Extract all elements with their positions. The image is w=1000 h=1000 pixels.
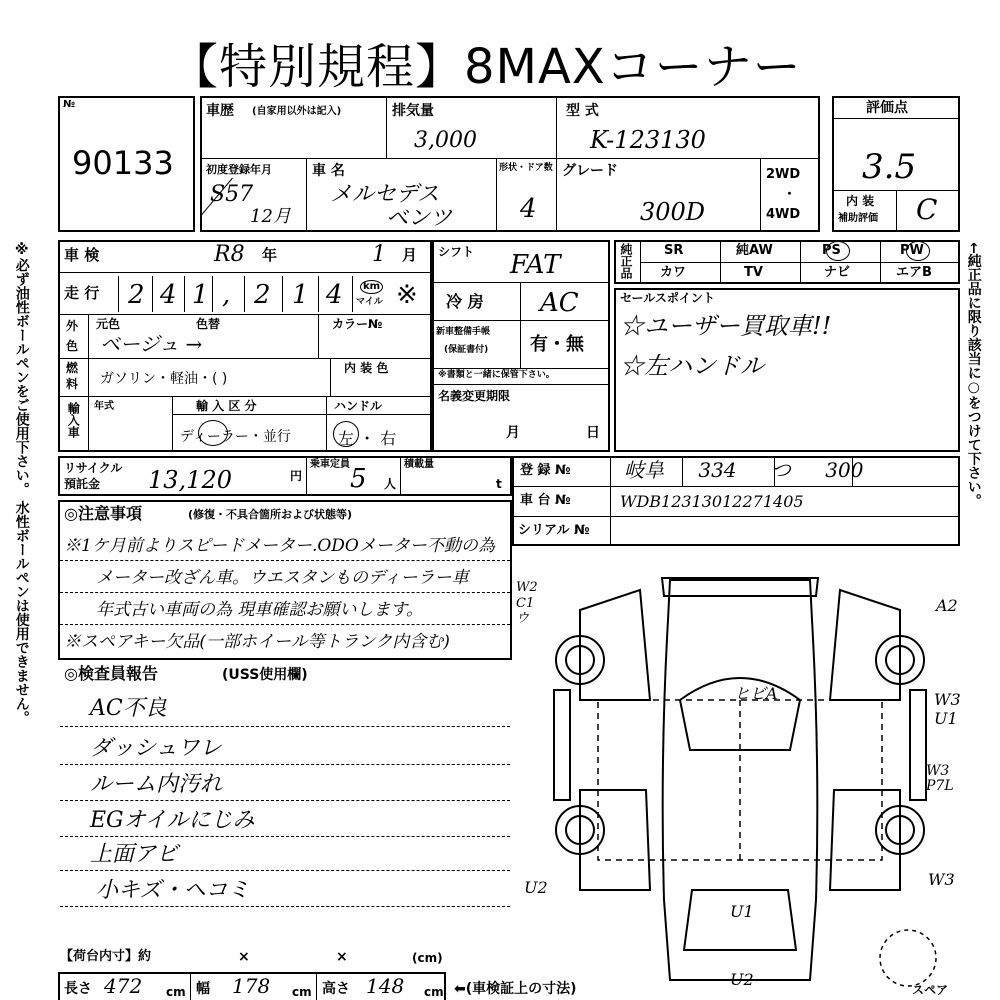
lot-number-box (58, 96, 195, 232)
reg-label: 登 録 № (520, 463, 571, 478)
mark-right-mid2: W3 P7L (926, 763, 954, 795)
grade-label: グレード (562, 163, 618, 179)
right-side-note: ←純正品に限り該当に○をつけて下さい。 (965, 242, 982, 508)
shaken-year: R8 (214, 242, 245, 267)
drive-2wd: 2WD (766, 167, 801, 182)
doors-label: 形状・ドア数 (499, 163, 553, 173)
first-reg-label: 初度登録年月 (206, 163, 272, 176)
name-change-month: 月 (506, 425, 520, 441)
recycle-label-2: 預託金 (64, 477, 101, 491)
cargo-note: ⬅(車検証上の寸法) (454, 981, 577, 997)
handle-label: ハンドル (334, 399, 383, 413)
grade-value: 300D (640, 198, 706, 226)
first-reg-month: 12月 (250, 206, 291, 227)
capacity-label: 乗車定員 (310, 459, 350, 470)
inspector-line-6: 小キズ・ヘコミ (96, 878, 250, 903)
inspector-line-4: EGオイルにじみ (90, 808, 255, 833)
equip-leather: カワ (660, 265, 687, 280)
shift-label: シフト (438, 245, 475, 259)
note-line-2: メーター改ざん車。ウエスタンものディーラー車 (96, 568, 469, 588)
interior-label-1: 内 装 (846, 194, 875, 208)
inspector-label: ◎検査員報告 (64, 664, 158, 683)
mileage-label: 走 行 (64, 284, 100, 302)
mark-left-rear: U2 (524, 878, 548, 897)
score-value: 3.5 (862, 147, 917, 187)
ps-circle-mark (826, 241, 850, 261)
model-value: K-123130 (590, 126, 706, 154)
color-value: ベージュ → (100, 332, 203, 356)
spare-label: スペア (912, 983, 949, 997)
equip-ps: PS (822, 243, 841, 258)
chassis-label: 車 台 № (520, 493, 571, 508)
fuel-label-2: 料 (66, 377, 79, 391)
equip-pw: PW (900, 243, 924, 258)
mile-label: マイル (356, 297, 383, 307)
mileage-digit-6: 1 (292, 280, 309, 310)
lot-number-label: № (63, 99, 76, 110)
fuel-options: ガソリン・軽油・( ) (100, 371, 228, 387)
mark-rear: U1 (730, 902, 754, 921)
recycle-amount: 13,120 (148, 466, 232, 494)
interior-grade: C (916, 193, 938, 226)
car-diagram (520, 560, 960, 1000)
capacity-value: 5 (350, 464, 367, 494)
mileage-digit-3: 1 (192, 280, 209, 310)
recycle-label-1: リサイクル (64, 461, 123, 475)
chassis-value: WDB12313012271405 (620, 492, 804, 511)
year-model-label: 年式 (94, 401, 114, 412)
left-handle-circle-mark (333, 421, 359, 447)
km-label: km (360, 280, 383, 294)
interior-label-2: 補助評価 (838, 213, 878, 224)
inspector-line-1: AC不良 (90, 696, 167, 721)
inspector-sublabel: (USS使用欄) (222, 667, 308, 683)
history-label: 車歴 (206, 103, 234, 119)
displacement-label: 排気量 (392, 103, 434, 119)
month-label: 月 (402, 246, 418, 264)
cargo-width-cm: cm (292, 985, 312, 999)
equip-tv: TV (744, 265, 763, 280)
cargo-height-cm: cm (424, 985, 444, 999)
manual-label-1: 新車整備手帳 (436, 327, 491, 337)
mileage-digit-4: , (222, 280, 231, 310)
year-label: 年 (262, 246, 278, 264)
model-label: 型 式 (566, 103, 599, 119)
mileage-digit-7: 4 (326, 280, 343, 310)
mileage-digit-2: 4 (160, 280, 177, 310)
mileage-digit-1: 2 (128, 280, 145, 310)
history-note: (自家用以外は記入) (252, 106, 342, 117)
repaint-label: 色替 (196, 317, 221, 331)
page-title: 【特別規程】8MAXコーナー (170, 39, 802, 95)
displacement-value: 3,000 (414, 128, 477, 153)
mileage-digit-5: 2 (254, 280, 271, 310)
pw-circle-mark (906, 241, 930, 261)
color-label-1: 外 (66, 319, 79, 333)
fuel-label-1: 燃 (66, 361, 79, 375)
notes-label: ◎注意事項 (64, 504, 142, 523)
score-label: 評価点 (866, 100, 908, 116)
cargo-label: 【荷台内寸】約 (60, 949, 152, 964)
import-type-label: 輸 入 区 分 (196, 399, 257, 413)
mark-right-mid1: W3 U1 (934, 690, 961, 729)
note-line-1: ※1ケ月前よりスピードメーター.ODOメーター不動の為 (64, 536, 495, 556)
cargo-x2: × (336, 949, 348, 965)
note-line-4: ※スペアキー欠品(一部ホイール等トランク内含む) (64, 632, 450, 652)
car-name-line1: メルセデス (330, 182, 440, 207)
equip-sr: SR (664, 243, 684, 258)
cargo-length-label: 長さ (64, 981, 92, 997)
load-unit: t (496, 477, 502, 491)
color-label-2: 色 (66, 339, 79, 353)
sales-points-label: セールスポイント (620, 291, 715, 305)
cargo-x1: × (238, 949, 250, 965)
cargo-height-label: 高さ (322, 981, 350, 997)
car-name-line2: ベンツ (386, 206, 453, 231)
cargo-width-label: 幅 (196, 981, 210, 997)
manual-note: ※書類と一緒に保管下さい。 (438, 370, 555, 380)
serial-label: シリアル № (518, 523, 590, 538)
inspector-line-3: ルーム内汚れ (90, 772, 223, 797)
mark-left-front: W2 C1 ウ (516, 580, 538, 627)
cargo-height: 148 (366, 974, 405, 998)
load-label: 積載量 (404, 459, 434, 470)
note-line-3: 年式古い車両の為 現車確認お願いします。 (96, 600, 424, 620)
equip-navi: ナビ (824, 265, 851, 280)
sales-point-2: ☆左ハンドル (620, 352, 764, 380)
equip-airbag: エアB (896, 265, 932, 280)
handle-options: 左 ・ 右 (338, 429, 397, 448)
manual-label-2: (保証書付) (444, 345, 489, 355)
recycle-yen: 円 (290, 469, 303, 483)
cargo-length: 472 (104, 974, 143, 998)
ac-label: 冷 房 (446, 292, 484, 311)
dealer-circle-mark (198, 420, 228, 446)
shaken-label: 車 検 (64, 246, 100, 264)
ac-value: AC (540, 288, 579, 318)
import-options: ディーラー・並行 (180, 429, 291, 445)
first-reg-year: S57 (210, 182, 254, 207)
capacity-unit: 人 (384, 477, 397, 491)
name-change-label: 名義変更期限 (438, 389, 511, 403)
shift-value: FAT (510, 250, 561, 280)
mileage-mark: ※ (396, 280, 418, 310)
lot-number: 90133 (72, 144, 174, 182)
doors-value: 4 (520, 194, 537, 224)
mark-right-rear: W3 (928, 870, 955, 889)
drive-4wd: 4WD (766, 207, 801, 222)
left-side-note: ※必ず油性ボールペンをご使用下さい。 水性ボールペンは使用できません。 (13, 242, 30, 725)
mark-windshield: ヒビA (734, 684, 778, 703)
shaken-month: 1 (372, 242, 386, 267)
reg-value: 岐阜 334 つ 300 (624, 458, 864, 482)
cargo-width: 178 (232, 974, 271, 998)
interior-color-label: 内 装 色 (344, 361, 389, 375)
sales-point-1: ☆ユーザー買取車!! (620, 312, 832, 340)
equip-aw: 純AW (736, 243, 773, 258)
drive-dot: ・ (783, 187, 797, 202)
mark-right-front: A2 (936, 596, 958, 615)
recycle-box (58, 456, 512, 496)
cargo-unit: (cm) (412, 951, 443, 965)
inspector-line-5: 上面アビ (90, 842, 179, 867)
manual-value: 有・無 (530, 334, 584, 355)
inspector-line-2: ダッシュワレ (90, 736, 222, 761)
car-name-label: 車 名 (312, 163, 345, 179)
import-label: 輸入車 (66, 402, 81, 438)
mark-rear-bottom: U2 (730, 970, 754, 989)
equipment-label: 純正品 (619, 243, 633, 279)
name-change-day: 日 (586, 425, 600, 441)
notes-sublabel: (修復・不具合箇所および状態等) (188, 508, 353, 521)
color-no-label: カラー№ (332, 317, 383, 331)
orig-color-label: 元色 (96, 317, 121, 331)
cargo-length-cm: cm (166, 985, 186, 999)
